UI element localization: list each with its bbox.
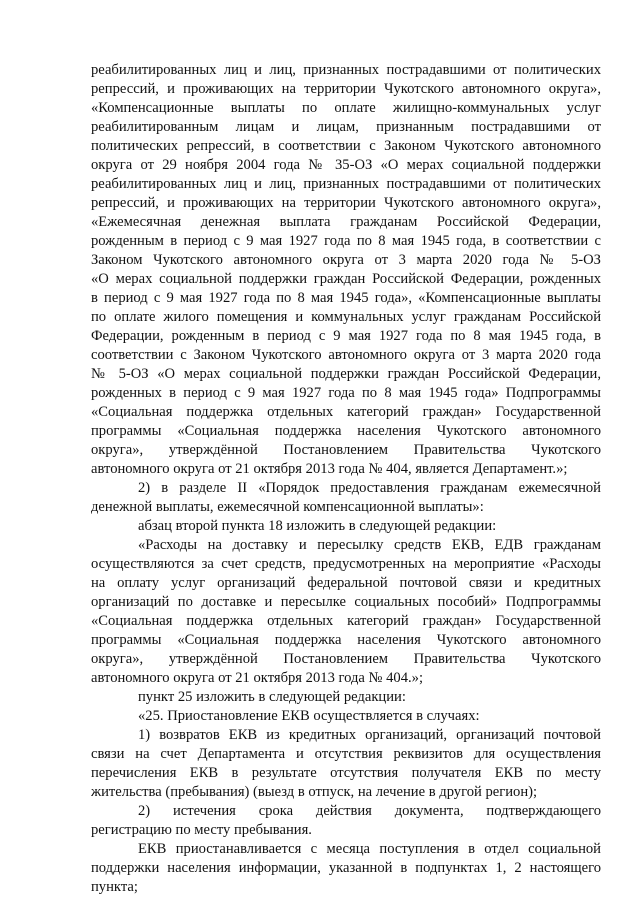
- text-line: репрессий, и проживающих на территории Чукотского автономного округа»,: [91, 195, 601, 211]
- text-line: осуществляются за счет средств, предусмотренных на мероприятие «Расходы: [91, 556, 601, 572]
- text-line: организаций по доставке и пересылке социальных пособий» Подпрограммы: [91, 594, 601, 610]
- text-line: в период с 9 мая 1927 года по 8 мая 1945 года», «Компенсационные выплаты: [91, 290, 601, 306]
- text-line: автономного округа от 21 октября 2013 года № 404, является Департамент.»;: [91, 461, 568, 477]
- text-line: абзац второй пункта 18 изложить в следующей редакции:: [138, 518, 497, 534]
- text-line: реабилитированным лицам и лицам, признанным пострадавшими от: [91, 119, 601, 135]
- text-line: связи на счет Департамента и отсутствия реквизитов для осуществления: [91, 746, 601, 762]
- text-line: Федерации, рожденным в период с 9 мая 1927 года по 8 мая 1945 года, в: [91, 328, 601, 344]
- text-line: округа», утверждённой Постановлением Правительства Чукотского: [91, 651, 601, 667]
- text-line: денежной выплаты, ежемесячной компенсационной выплаты»:: [91, 499, 484, 515]
- text-line: репрессий, и проживающих на территории Чукотского автономного округа»,: [91, 81, 601, 97]
- text-line: 1) возвратов ЕКВ из кредитных организаций, организаций почтовой: [138, 727, 601, 743]
- text-line: 2) истечения срока действия документа, подтверждающего: [138, 803, 601, 819]
- text-line: «Социальная поддержка отдельных категорий граждан» Государственной: [91, 404, 601, 420]
- text-line: программы «Социальная поддержка населения Чукотского автономного: [91, 423, 601, 439]
- text-line: реабилитированных лиц и лиц, признанных пострадавшими от политических: [91, 62, 601, 78]
- text-line: перечисления ЕКВ в результате отсутствия получателя ЕКВ по месту: [91, 765, 601, 781]
- text-line: по оплате жилого помещения и коммунальных услуг гражданам Российской: [91, 309, 601, 325]
- text-line: 2) в разделе II «Порядок предоставления гражданам ежемесячной: [138, 480, 601, 496]
- text-line: «О мерах социальной поддержки граждан Российской Федерации, рожденных: [91, 271, 601, 287]
- text-line: на оплату услуг организаций федеральной почтовой связи и кредитных: [91, 575, 601, 591]
- text-line: округа», утверждённой Постановлением Правительства Чукотского: [91, 442, 601, 458]
- text-line: рожденных в период с 9 мая 1927 года по 8 мая 1945 года» Подпрограммы: [91, 385, 601, 401]
- text-line: «Социальная поддержка отдельных категорий граждан» Государственной: [91, 613, 601, 629]
- text-line: программы «Социальная поддержка населения Чукотского автономного: [91, 632, 601, 648]
- text-line: «Расходы на доставку и пересылку средств ЕКВ, ЕДВ гражданам: [138, 537, 601, 553]
- text-line: «25. Приостановление ЕКВ осуществляется в случаях:: [138, 708, 480, 724]
- text-line: политических репрессий, в соответствии с Законом Чукотского автономного: [91, 138, 601, 154]
- text-line: жительства (пребывания) (выезд в отпуск, на лечение в другой регион);: [91, 784, 538, 800]
- document-page: [91, 61, 601, 897]
- text-line: «Компенсационные выплаты по оплате жилищно-коммунальных услуг: [91, 100, 601, 116]
- text-line: «Ежемесячная денежная выплата гражданам Российской Федерации,: [91, 214, 601, 230]
- text-line: округа от 29 ноября 2004 года № 35-ОЗ «О мерах социальной поддержки: [91, 157, 601, 173]
- text-line: поддержки населения информации, указанной в подпунктах 1, 2 настоящего: [91, 860, 601, 876]
- text-line: рожденным в период с 9 мая 1927 года по 8 мая 1945 года, в соответствии с: [91, 233, 601, 249]
- text-line: автономного округа от 21 октября 2013 года № 404.»;: [91, 670, 424, 686]
- text-line: регистрацию по месту пребывания.: [91, 822, 312, 838]
- text-line: соответствии с Законом Чукотского автономного округа от 3 марта 2020 года: [91, 347, 601, 363]
- text-line: № 5-ОЗ «О мерах социальной поддержки граждан Российской Федерации,: [91, 366, 601, 382]
- text-line: пункта;: [91, 879, 138, 895]
- text-line: ЕКВ приостанавливается с месяца поступления в отдел социальной: [138, 841, 601, 857]
- text-line: Законом Чукотского автономного округа от 3 марта 2020 года № 5-ОЗ: [91, 252, 601, 268]
- text-line: реабилитированных лиц и лиц, признанных пострадавшими от политических: [91, 176, 601, 192]
- text-line: пункт 25 изложить в следующей редакции:: [138, 689, 406, 705]
